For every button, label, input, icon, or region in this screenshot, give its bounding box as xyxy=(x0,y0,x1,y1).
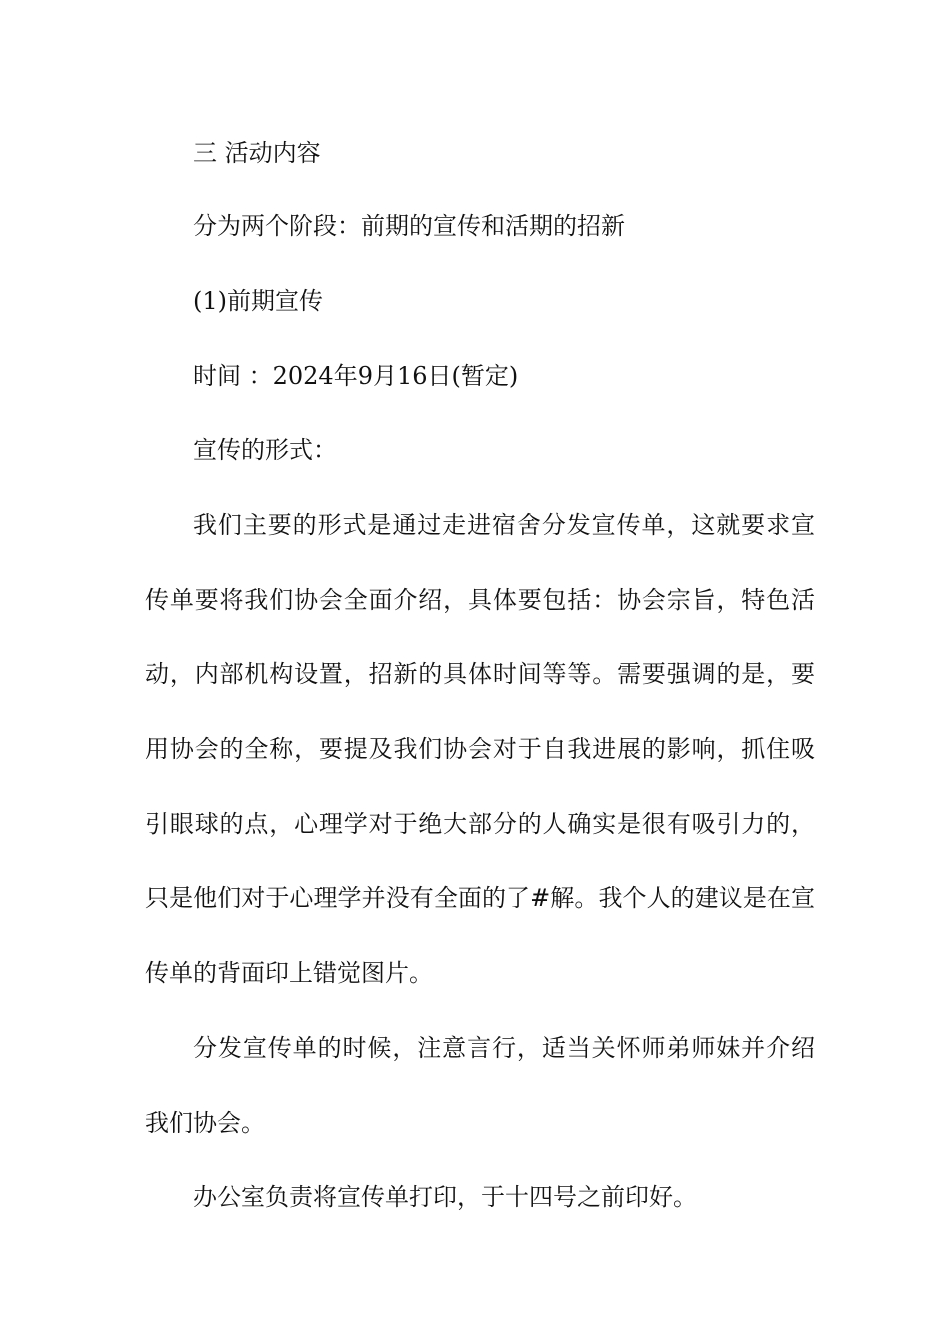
paragraph-line: 我们协会。 xyxy=(145,1109,265,1137)
paragraph-line: 我们主要的形式是通过走进宿舍分发宣传单，这就要求宣 xyxy=(193,511,815,539)
paragraph-line: 分发宣传单的时候，注意言行，适当关怀师弟师妹并介绍 xyxy=(193,1034,815,1062)
section-heading: 三 活动内容 xyxy=(193,139,321,167)
stages-intro: 分为两个阶段：前期的宣传和活期的招新 xyxy=(193,212,625,240)
paragraph-line: 传单要将我们协会全面介绍，具体要包括：协会宗旨，特色活 xyxy=(145,586,815,614)
time-line: 时间 ：2024年9月16日(暂定) xyxy=(193,362,519,390)
paragraph-line: 引眼球的点，心理学对于绝大部分的人确实是很有吸引力的， xyxy=(145,810,815,838)
paragraph-line: 传单的背面印上错觉图片。 xyxy=(145,959,433,987)
paragraph-line: 动，内部机构设置，招新的具体时间等等。需要强调的是，要 xyxy=(145,660,815,688)
paragraph-line: 办公室负责将宣传单打印，于十四号之前印好。 xyxy=(193,1183,697,1211)
form-label: 宣传的形式： xyxy=(193,436,337,464)
paragraph-line: 用协会的全称，要提及我们协会对于自我进展的影响，抓住吸 xyxy=(145,735,815,763)
subheading-promotion: (1)前期宣传 xyxy=(193,287,323,315)
paragraph-line: 只是他们对于心理学并没有全面的了#解。我个人的建议是在宣 xyxy=(145,884,815,912)
